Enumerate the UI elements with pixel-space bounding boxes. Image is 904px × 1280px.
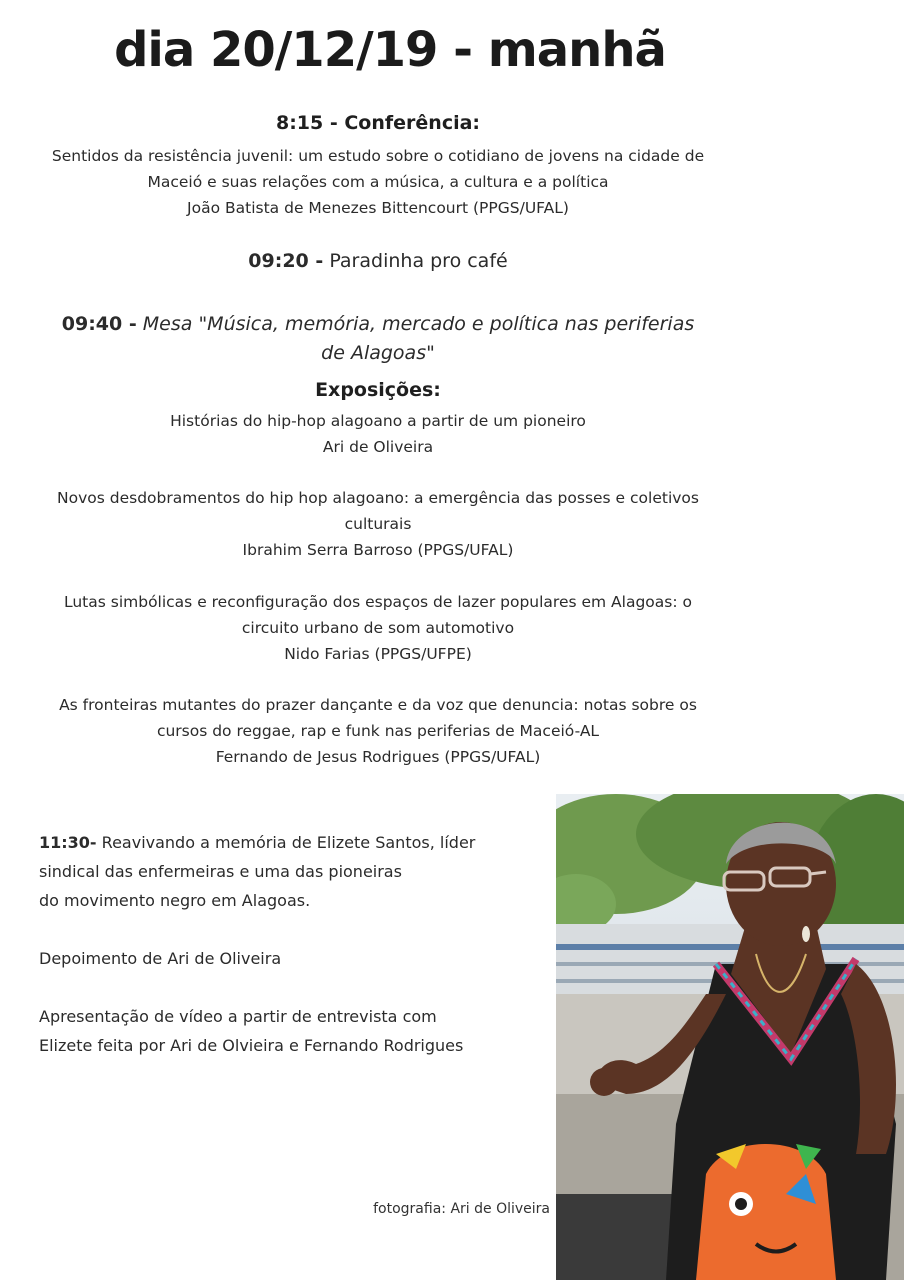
conference-heading: 8:15 - Conferência: [275,112,481,134]
exposicao-line: Lutas simbólicas e reconfiguração dos espaços de lazer populares em Alagoas: o [63,593,692,611]
exposicao-line: Novos desdobramentos do hip hop alagoano: a emergência das posses e coletivos [57,489,699,507]
mesa-time: 09:40 - [61,313,137,335]
homenagem-line: sindical das enfermeiras e uma das pioneiras [39,862,402,881]
exposicao-author: Nido Farias (PPGS/UFPE) [284,645,472,663]
exposicao-line: Histórias do hip-hop alagoano a partir de um pioneiro [170,412,586,430]
mesa-title: Mesa "Música, memória, mercado e política nas periferias [142,313,695,335]
homenagem-block [39,828,539,915]
exposicao-item [20,408,736,460]
conference-text [20,143,736,221]
homenagem-time: 11:30- [39,833,97,852]
exposicao-author: Ari de Oliveira [322,438,434,456]
coffee-time: 09:20 - [248,250,324,272]
depoimento-text: Depoimento de Ari de Oliveira [39,949,282,968]
exposicao-line: cursos do reggae, rap e funk nas periferias de Maceió-AL [156,722,600,740]
exposicao-author: Ibrahim Serra Barroso (PPGS/UFAL) [242,541,514,559]
coffee-break [40,247,716,276]
page-title: dia 20/12/19 - manhã [114,22,666,78]
photo-credit: fotografia: Ari de Oliveira [373,1201,550,1217]
exposicao-line: As fronteiras mutantes do prazer dançante e da voz que denuncia: notas sobre os [59,696,697,714]
exposicao-author: Fernando de Jesus Rodrigues (PPGS/UFAL) [215,748,541,766]
exposicao-line: culturais [344,515,412,533]
coffee-text: Paradinha pro café [329,250,508,272]
homenagem-line: do movimento negro em Alagoas. [39,891,311,910]
exposicao-line: circuito urbano de som automotivo [241,619,515,637]
video-line: Elizete feita por Ari de Olvieira e Fernando Rodrigues [39,1036,464,1055]
exposicao-item [20,692,736,770]
homenagem-line: Reavivando a memória de Elizete Santos, líder [101,833,476,852]
exposicao-item [20,589,736,667]
video-line: Apresentação de vídeo a partir de entrevista com [39,1007,437,1026]
elizete-photo [556,794,904,1280]
conference-line: Sentidos da resistência juvenil: um estudo sobre o cotidiano de jovens na cidade de [51,147,705,165]
conference-line: Maceió e suas relações com a música, a cultura e a política [147,173,609,191]
mesa-title-cont: de Alagoas" [321,342,435,364]
conference-author: João Batista de Menezes Bittencourt (PPGS/UFAL) [187,199,569,217]
video-text [39,1002,539,1060]
exposicoes-heading: Exposições: [315,379,441,401]
mesa-session [40,310,716,368]
exposicao-item [20,485,736,563]
